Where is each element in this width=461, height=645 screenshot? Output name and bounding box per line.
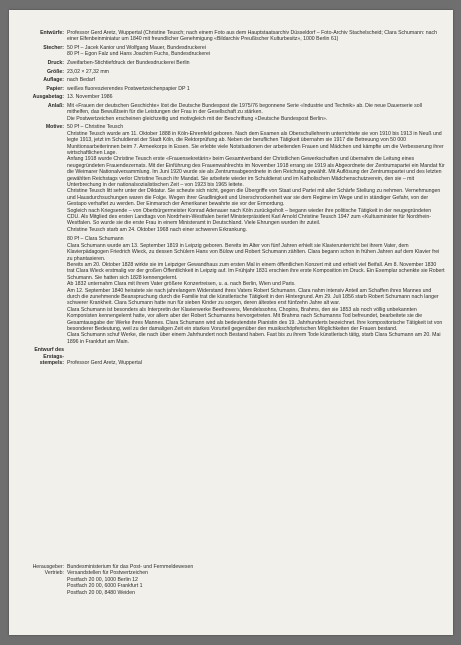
teusch-paragraph: Christine Teusch litt sehr unter der Diktatur. Sie scheute sich nicht, gegen die Übergriffe von Staat und Partei mit aller Schärfe Stellung zu nehmen. Vernehmungen und Hausdurchsuchungen waren die Folge. Wegen ihrer Gradlinigkeit und Unerschrockenheit war sie dem Regime im Wege und in ständiger Gefahr, von der Gestapo verhaftet zu werden. Der Einmarsch der Amerikaner bewahrte sie vor der Ermordung. bbox=[67, 188, 441, 208]
value-motive bbox=[67, 124, 445, 345]
teusch-paragraph: Anfang 1918 wurde Christine Teusch erste «Frauensekretärin» beim Gesamtverband der Christlichen Gewerkschaften und übernahm die Leitung eines neugegründeten Frauendezernats. Mit der Einführung des Frauenwahlrechts im November 1918 errang sie 1919 als Abgeordnete der Zentrumspartei ein Mandat für die Weimarer Nationalversammlung. Im Juni 1920 wurde sie als Zentrumsabgeordnete in den Reichstag gewählt. Mit Auflösung der Zentrumspartei und des letzten gewählten Reichstags verlor Christine Teusch ihr Mandat. Sie arbeitete wieder im Schuldienst und im Katholischen Mädchenschutzverein, den sie – mit Unterbrechung in der nationalsozialistischen Zeit – von 1923 bis 1965 leitete. bbox=[67, 156, 445, 189]
motive-schumann-title: 80 Pf – Clara Schumann bbox=[67, 236, 124, 243]
schumann-paragraph: Am 12. September 1840 heiratete sie nach jahrelangem Widerstand ihres Vaters Robert Schumann. Clara nahm intensiv Anteil am Schaffen ihres Mannes und durch die zunehmende Beanspruchung durch die Familie trat die künstlerische Tätigkeit in den Hintergrund. Am 29. Juli 1856 starb Robert Schumann nach langer schwerer Krankheit. Clara Schumann hatte nun für sieben Kinder zu sorgen, deren ältestes erst fünfzehn Jahre alt war. bbox=[67, 287, 439, 307]
teusch-paragraph: Sogleich nach Kriegsende – von Oberbürgermeister Konrad Adenauer nach Köln zurückgeholt – begann wieder ihre politische Tätigkeit in der neugegründeten CDU. Als Mitglied des ersten Landtags von Nordrhein-Westfalen berief Ministerpräsident Karl Arnold Christine Teusch 1947 zum «Kultusminister für Nordrhein-Westfalen. So wurde sie die erste Frau in einem Ministeramt in Deutschland. Viele Ehrungen wurden ihr zuteil. bbox=[67, 207, 432, 227]
value-stempel bbox=[67, 347, 445, 366]
stempel-label-line: Erstags- bbox=[43, 353, 64, 360]
publisher-line: Versandstellen für Postwertzeichen bbox=[67, 570, 149, 577]
stecher-line: 80 Pf – Egon Falz und Hans Joachim Fuchs, Bundesdruckerei bbox=[67, 51, 211, 58]
value-ausgabetag: 13. November 1986 bbox=[67, 94, 113, 101]
row-publisher bbox=[13, 564, 445, 596]
label-stempel bbox=[13, 347, 67, 366]
motive-teusch-title: 50 Pf – Christine Teusch bbox=[67, 124, 124, 131]
stecher-line: 50 Pf – Jacek Kanior und Wolfgang Mauer, Bundesdruckerei bbox=[67, 45, 206, 51]
row-anlass bbox=[13, 103, 445, 122]
value-auflage: nach Bedarf bbox=[67, 77, 95, 84]
schumann-paragraph: Bereits am 20. Oktober 1828 wirkte sie im Leipziger Gewandhaus zum ersten Mal in einem öffentlichen Konzert mit und erhielt viel Beifall. Am 8. November 1830 trat Clara Wieck erstmalig vor der großen Öffentlichkeit in Leipzig auf. Im Frühjahr 1831 erschien ihre erste Komposition im Druck. Ein Exemplar schenkte sie Robert Schumann. Sie hatten sich 1828 kennengelernt. bbox=[67, 261, 445, 281]
value-druck: Zweifarben-Stichtiefdruck der Bundesdruckerei Berlin bbox=[67, 60, 190, 66]
row-ausgabetag bbox=[13, 94, 445, 100]
schumann-paragraph: Clara Schumann wurde am 13. September 1819 in Leipzig geboren. Bereits im Alter von fünf Jahren erhielt sie Klavierunterricht bei ihrem Vater, dem Klavierpädagogen Friedrich Wieck, zu dessen Schülern Hans von Bülow und Robert Schumann zählten. Clara begann schon in frühen Jahren auf dem Klavier frei zu phantasieren. bbox=[67, 242, 440, 262]
label-ausgabetag: Ausgabetag: bbox=[32, 94, 64, 101]
label-anlass: Anlaß: bbox=[47, 102, 64, 109]
label-stecher: Stecher: bbox=[43, 45, 64, 51]
row-groesse bbox=[13, 69, 445, 75]
publisher-label-line: Vertrieb: bbox=[44, 570, 64, 577]
teusch-paragraph: Christine Teusch starb am 24. Oktober 1968 nach einer schweren Erkrankung. bbox=[67, 226, 248, 233]
label-publisher bbox=[13, 564, 67, 596]
label-entwuerfe: Entwürfe: bbox=[40, 30, 64, 36]
teusch-paragraph: Christine Teusch wurde am 11. Oktober 1888 in Köln-Ehrenfeld geboren. Nach dem Examen als Oberschullehrerin unterrichtete sie von 1910 bis 1913 in Neuß und legte 1913, jetzt im Schuldienst der Stadt Köln, die Rektorprüfung ab. Neben der beruflichen Tätigkeit übernahm sie 1917 die Betreuung von 50 000 Munitionsarbeiterinnen beim 7. Armeekorps in Essen. Sie erlebte viele Notsituationen der arbeitenden Frauen und Mädchen und kämpfte um die Verbesserung ihrer wirtschaftlichen Lage. bbox=[67, 130, 444, 156]
label-groesse: Größe: bbox=[46, 68, 64, 75]
publisher-line: Postfach 20 00, 6000 Frankfurt 1 bbox=[67, 583, 143, 590]
publisher-line: Bundesministerium für das Post- und Fernmeldewesen bbox=[67, 564, 194, 570]
publisher-footer bbox=[13, 564, 445, 598]
row-papier bbox=[13, 86, 445, 92]
publisher-line: Postfach 20 00, 1000 Berlin 12 bbox=[67, 576, 138, 583]
stempel-label-line: stempels: bbox=[39, 360, 64, 367]
schumann-paragraph: Clara Schumann ist besonders als Interpretin der Klavierwerke Beethovens, Mendelssohns, Chopins, Brahms, den sie 1853 als noch völlig unbekannten Komponisten kennengelernt hatte, vor allem aber der Robert Schumanns hervorgetreten. Mit Brahms nach Schumanns Tod befreundet, bearbeitete sie die Gesamtausgabe der Werke ihres Mannes. Clara Schumann wird als bedeutendste Pianistin des 19. Jahrhunderts bezeichnet. Ihre kompositorische Tätigkeit ist von besonderer Bedeutung, weil zu der damaligen Zeit ein starkes Vorurteil gegenüber den musikschöpferischen Möglichkeiten der Frauen bestand. bbox=[67, 306, 443, 332]
value-entwuerfe: Professor Gerd Aretz, Wuppertal (Christine Teusch; nach einem Foto aus dem Hauptstaatsarchiv Düsseldorf – Foto-Archiv Stachelscheid; Clara Schumann: nach einer Elfenbeinminiatur um 1840 mit freundlicher Genehmigung «Bildarchiv Preußischer Kulturbesitz», 1000 Berlin 61) bbox=[67, 30, 438, 43]
value-publisher bbox=[67, 564, 445, 596]
label-druck: Druck: bbox=[47, 60, 64, 66]
value-stecher bbox=[67, 45, 445, 58]
schumann-paragraph: Ab 1832 unternahm Clara mit ihrem Vater größere Konzertreisen, u. a. nach Berlin, Wien und Paris. bbox=[67, 281, 296, 288]
label-papier: Papier: bbox=[46, 85, 64, 92]
row-druck bbox=[13, 60, 445, 66]
stempel-text: Professor Gerd Aretz, Wuppertal bbox=[67, 360, 142, 367]
row-entwuerfe bbox=[13, 30, 445, 43]
document-body bbox=[13, 30, 445, 369]
value-papier: weißes fluoreszierendes Postwertzeichenpapier DP 1 bbox=[67, 85, 190, 92]
row-motive bbox=[13, 124, 445, 345]
anlass-paragraph: Die Postwertzeichen erscheinen gleichzeitig und motivgleich mit der Beschriftung «Deutsche Bundespost Berlin». bbox=[67, 115, 328, 122]
publisher-label-line: Herausgeber: bbox=[32, 564, 64, 570]
publisher-line: Postfach 20 00, 8480 Weiden bbox=[67, 589, 135, 596]
stempel-label-line: Entwurf des bbox=[34, 347, 64, 354]
label-motive: Motive: bbox=[45, 124, 64, 131]
label-auflage: Auflage: bbox=[43, 77, 64, 84]
row-stecher bbox=[13, 45, 445, 58]
anlass-paragraph: Mit «Frauen der deutschen Geschichte» löst die Deutsche Bundespost die 1975/76 begonnene Serie «Industrie und Technik» ab. Die neue Dauerserie soll mithelfen, das Bewußtsein für die Leistungen der Frau in der Gesellschaft zu stärken. bbox=[67, 102, 422, 116]
value-groesse: 23,02 × 27,32 mm bbox=[67, 68, 109, 75]
document-sheet bbox=[9, 10, 453, 635]
schumann-paragraph: Clara Schumann schuf Werke, die nach über einem Jahrhundert noch Bestand haben. Fast bis zu ihrem Tode künstlerisch tätig, starb Clara Schumann am 20. Mai 1896 in Frankfurt am Main. bbox=[67, 332, 441, 345]
row-auflage bbox=[13, 77, 445, 83]
value-anlass bbox=[67, 103, 445, 122]
row-stempel bbox=[13, 347, 445, 366]
